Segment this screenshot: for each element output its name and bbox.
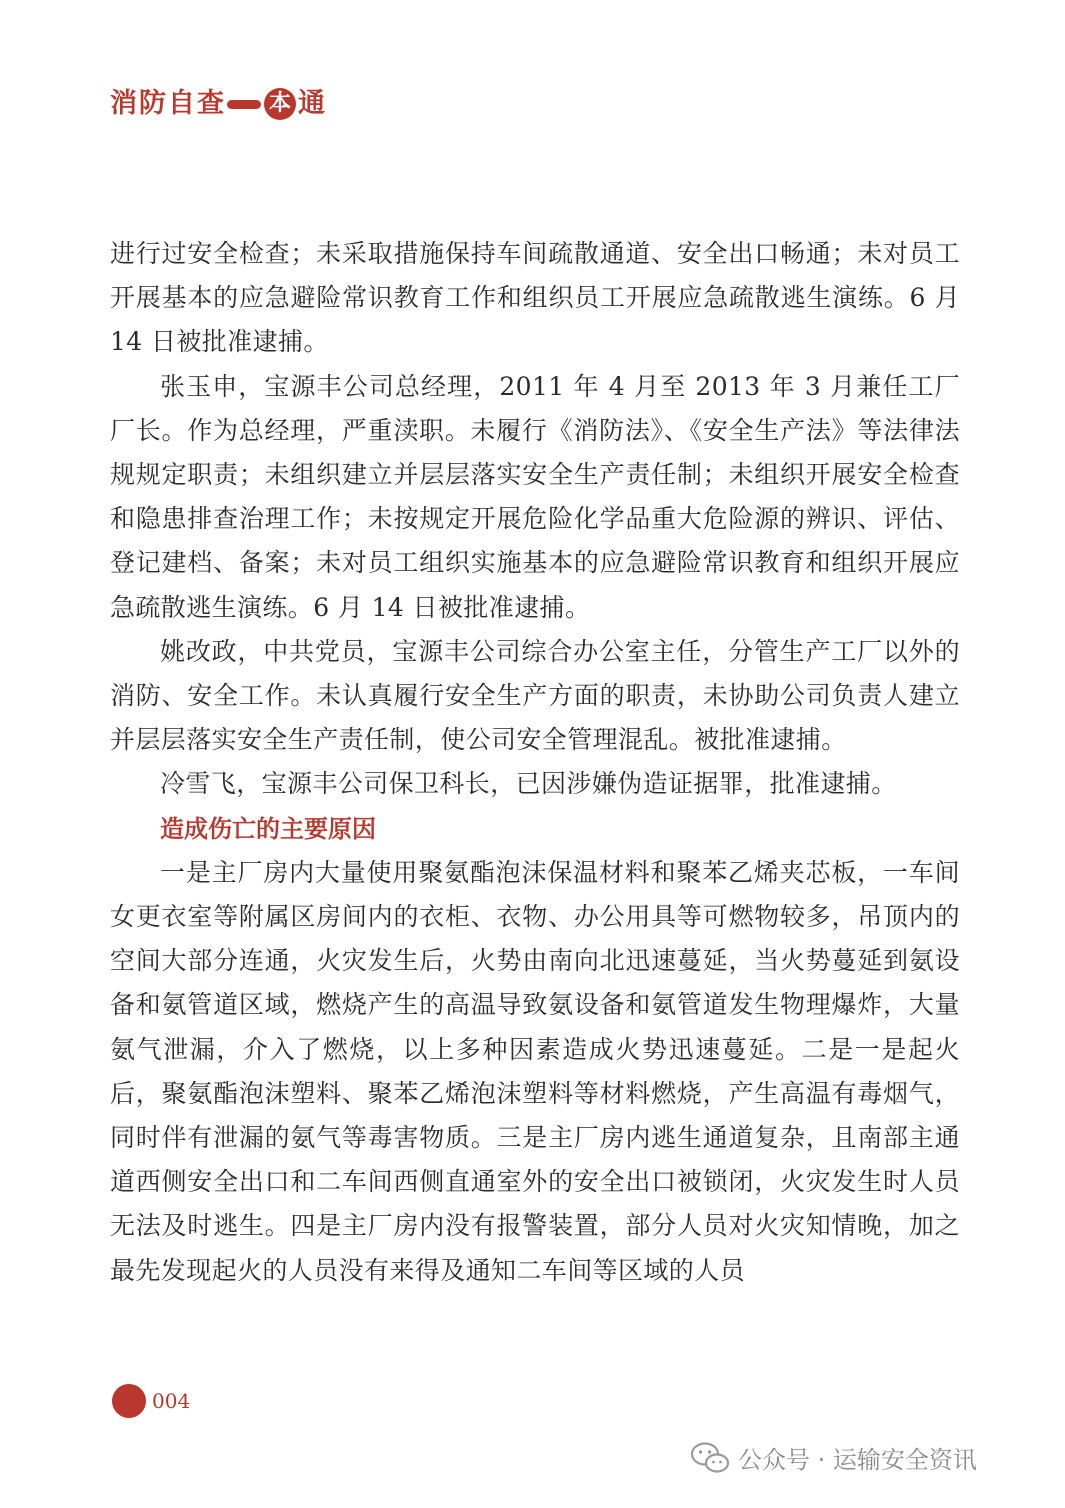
logo-char-7: 通 — [298, 88, 325, 119]
logo-char-1: 消 — [110, 88, 137, 119]
paragraph-yao-gaizheng: 姚改政，中共党员，宝源丰公司综合办公室主任，分管生产工厂以外的消防、安全工作。未认真履行安全生产方面的职责，未协助公司负责人建立并层层落实安全生产责任制，使公司安全管理混乱。被批准逮捕。 — [110, 636, 960, 755]
paragraph-causes: 一是主厂房内大量使用聚氨酯泡沫保温材料和聚苯乙烯夹芯板，一车间女更衣室等附属区房间内的衣柜、衣物、办公用具等可燃物较多，吊顶内的空间大部分连通，火灾发生后，火势由南向北迅速蔓延，当火势蔓延到氨设备和氨管道区域，燃烧产生的高温导致氨设备和氨管道发生物理爆炸，大量氨气泄漏，介入了燃烧，以上多种因素造成火势迅速蔓延。二是一是起火后，聚氨酯泡沫塑料、聚苯乙烯泡沫塑料等材料燃烧，产生高温有毒烟气，同时伴有泄漏的氨气等毒害物质。三是主厂房内逃生通道复杂，且南部主通道西侧安全出口和二车间西侧直通室外的安全出口被锁闭，火灾发生时人员无法及时逃生。四是主厂房内没有报警装置，部分人员对火灾知情晚，加之最先发现起火的人员没有来得及通知二车间等区域的人员 — [110, 857, 960, 1285]
logo-circle — [264, 88, 296, 120]
paragraph-leng-xuefei: 冷雪飞，宝源丰公司保卫科长，已因涉嫌伪造证据罪，批准逮捕。 — [160, 769, 897, 799]
book-title-logo — [110, 86, 325, 122]
page-number-dot — [112, 1384, 146, 1418]
logo-char-4: 查 — [197, 88, 224, 119]
watermark-text: 公众号 · 运输安全资讯 — [738, 1446, 977, 1474]
logo-char-2: 防 — [139, 88, 166, 119]
page-number-text: 004 — [152, 1389, 191, 1413]
logo-char-5-dash — [227, 100, 261, 109]
logo-char-6: 本 — [268, 91, 291, 116]
page-body — [110, 232, 960, 1293]
paragraph-continuation: 进行过安全检查；未采取措施保持车间疏散通道、安全出口畅通；未对员工开展基本的应急避险常识教育工作和组织员工开展应急疏散逃生演练。6 月 14 日被批准逮捕。 — [110, 239, 960, 357]
watermark — [690, 1440, 977, 1475]
paragraph-zhang-yushen: 张玉申，宝源丰公司总经理，2011 年 4 月至 2013 年 3 月兼任工厂厂长。作为总经理，严重渎职。未履行《消防法》、《安全生产法》等法律法规规定职责；未组织建立并层层落实安全生产责任制；未组织开展安全检查和隐患排查治理工作；未按规定开展危险化学品重大危险源的辨识、评估、登记建档、备案；未对员工组织实施基本的应急避险常识教育和组织开展应急疏散逃生演练。6 月 14 日被批准逮捕。 — [110, 371, 960, 622]
section-heading: 造成伤亡的主要原因 — [160, 814, 376, 843]
logo-char-3: 自 — [168, 88, 195, 119]
page-number — [112, 1384, 190, 1418]
wechat-icon — [690, 1441, 730, 1475]
